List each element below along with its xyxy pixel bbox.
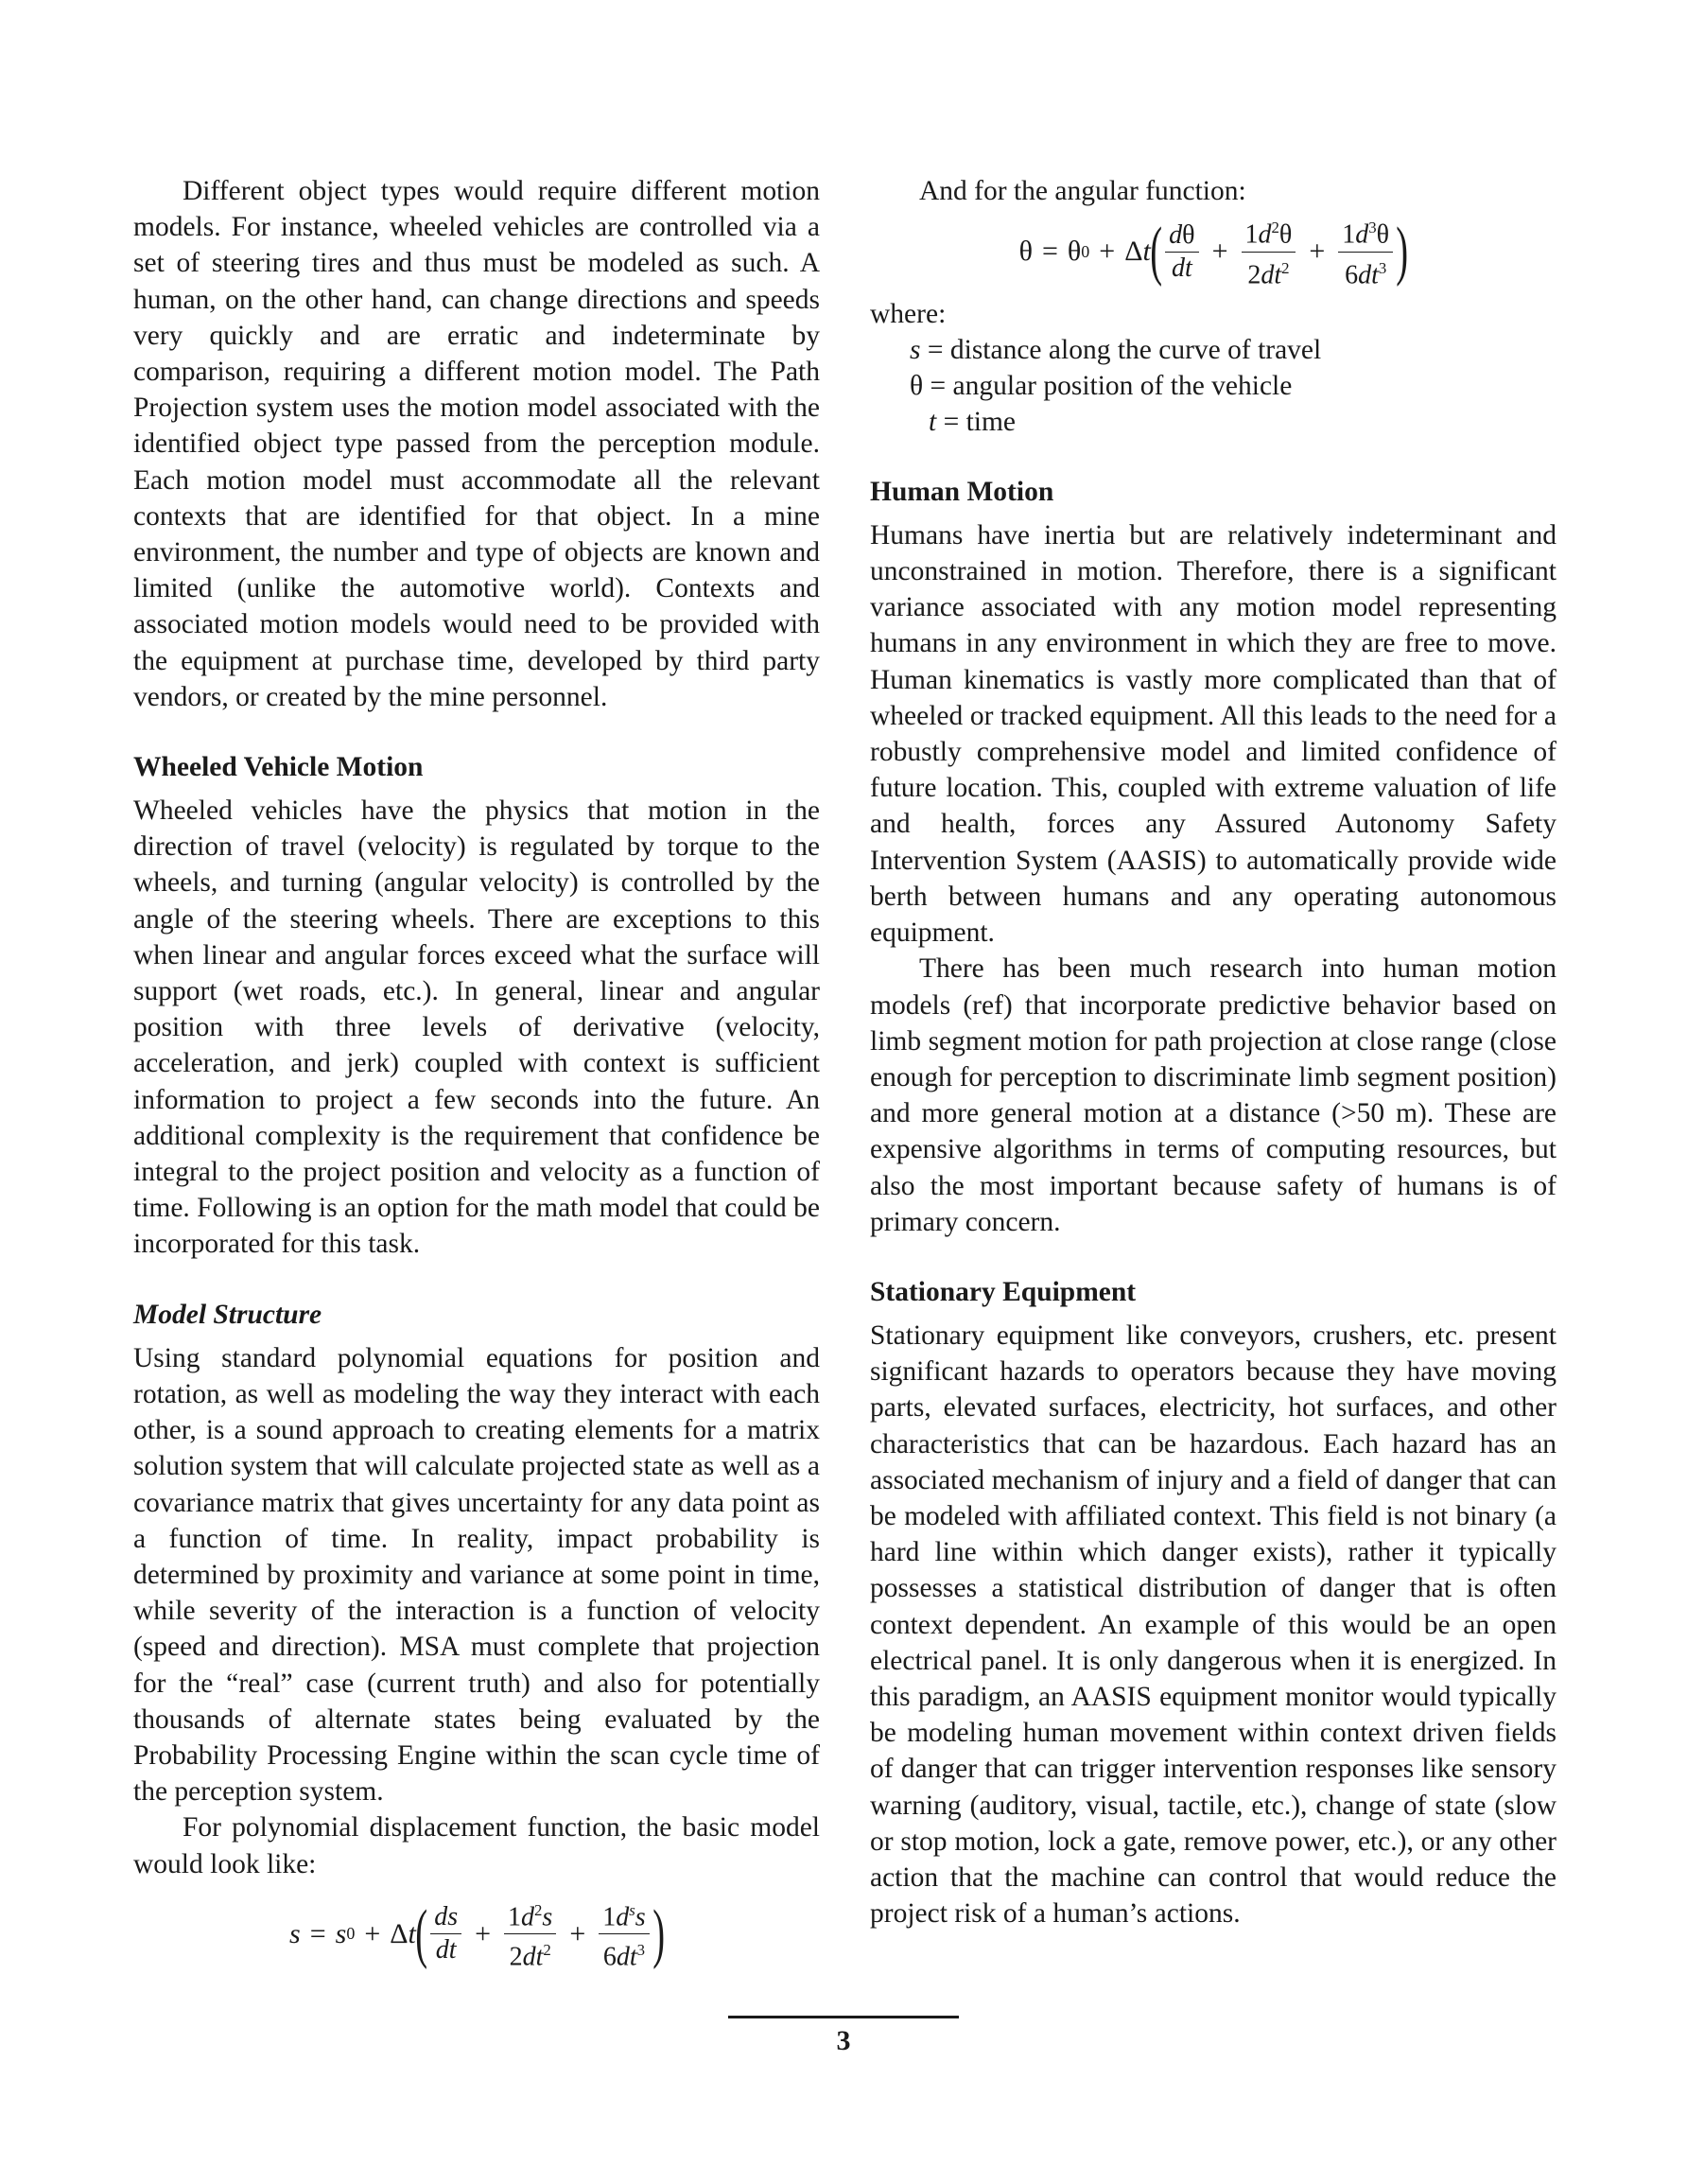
angular-intro: And for the angular function: bbox=[919, 176, 1246, 206]
definition-text: = distance along the curve of travel bbox=[920, 334, 1322, 365]
definition-symbol: θ bbox=[910, 370, 924, 401]
page-number: 3 bbox=[836, 2025, 851, 2056]
polynomial-intro-paragraph: For polynomial displacement function, the basic model would look like: bbox=[133, 1812, 820, 1879]
definition-symbol: t bbox=[929, 406, 937, 437]
left-column bbox=[133, 173, 820, 1978]
definition-t bbox=[929, 404, 1557, 440]
model-structure-paragraph: Using standard polynomial equations for position and rotation, as well as modeling the way they interact with each other, is a sound approach to creating elements for a matrix solution system that will calculate projected state as well as a covariance matrix that gives uncertainty for any data point as a function of time. In reality, impact probability is determined by proximity and variance at some point in time, while severity of the interaction is a function of velocity (speed and direction). MSA must complete that projection for the “real” case (current truth) and also for potentially thousands of alternate states being evaluated by the Probability Processing Engine within the scan cycle time of the perception system. bbox=[133, 1342, 820, 1808]
human-motion-heading: Human Motion bbox=[870, 476, 1054, 507]
where-label: where: bbox=[870, 298, 947, 329]
right-column bbox=[870, 173, 1557, 1931]
stationary-equipment-heading: Stationary Equipment bbox=[870, 1276, 1137, 1307]
wheeled-vehicle-paragraph: Wheeled vehicles have the physics that motion in the direction of travel (velocity) is regulated by torque to the wheels, and turning (angular velocity) is controlled by the angle of the steering wheels. There are exceptions to this when linear and angular forces exceed what the surface will support (wet roads, etc.). In general, linear and angular position with three levels of derivative (velocity, acceleration, and jerk) coupled with context is sufficient information to project a few seconds into the future. An additional complexity is the requirement that confidence be integral to the project position and velocity as a function of time. Following is an option for the math model that could be incorporated for this task. bbox=[133, 795, 820, 1260]
definition-text: = time bbox=[936, 406, 1017, 437]
definition-text: = angular position of the vehicle bbox=[923, 370, 1293, 401]
wheeled-vehicle-heading: Wheeled Vehicle Motion bbox=[133, 752, 424, 783]
displacement-equation: s = s 0 + Δ t ( $\frac{ds}{dt}$ + $\frac{1d^2s}{2dt^2}$ + $\frac{1d^ss}{6dt^3}$ ) bbox=[289, 1896, 665, 1972]
definition-theta bbox=[910, 368, 1557, 404]
angular-equation: θ = θ 0 + Δ t ( $\frac{d\theta}{dt}$ + $\frac{1d^2\theta}{2dt^2}$ + $\frac{1d^3\theta}{6dt^3}$ ) bbox=[1018, 215, 1409, 289]
definition-symbol: s bbox=[910, 334, 921, 365]
intro-paragraph: Different object types would require different motion models. For instance, wheeled vehicles are controlled via a set of steering tires and thus must be modeled as such. A human, on the other hand, can change directions and speeds very quickly and are erratic and indeterminate by comparison, requiring a different motion model. The Path Projection system uses the motion model associated with the identified object type passed from the perception module. Each motion model must accommodate all the relevant contexts that are identified for that object. In a mine environment, the number and type of objects are known and limited (unlike the automotive world). Contexts and associated motion models would need to be provided with the equipment at purchase time, developed by third party vendors, or created by the mine personnel. bbox=[133, 176, 820, 712]
human-motion-paragraph: Humans have inertia but are relatively indeterminant and unconstrained in motion. Therefore, there is a significant variance associated with any motion model representing humans in any environment in which they are free to move. Human kinematics is vastly more complicated than that of wheeled or tracked equipment. All this leads to the need for a robustly comprehensive model and limited confidence of future location. This, coupled with extreme valuation of life and health, forces any Assured Autonomy Safety Intervention System (AASIS) to automatically provide wide berth between humans and any operating autonomous equipment. bbox=[870, 519, 1557, 949]
model-structure-heading: Model Structure bbox=[133, 1299, 322, 1330]
human-research-paragraph: There has been much research into human motion models (ref) that incorporate predictive behavior based on limb segment motion for path projection at close range (close enough for perception to discriminate limb segment position) and more general motion at a distance (>50 m). These are expensive algorithms in terms of computing resources, but also the most important because safety of humans is of primary concern. bbox=[870, 953, 1557, 1237]
definition-s bbox=[910, 332, 1557, 368]
footer-rule bbox=[728, 2016, 959, 2018]
stationary-equipment-paragraph: Stationary equipment like conveyors, crushers, etc. present significant hazards to operators because they have moving parts, elevated surfaces, electricity, hot surfaces, and other characteristics that can be hazardous. Each hazard has an associated mechanism of injury and a field of danger that can be modeled with affiliated context. This field is not binary (a hard line within which danger exists), rather it typically possesses a statistical distribution of danger that is often context dependent. An example of this would be an open electrical panel. It is only dangerous when it is energized. In this paradigm, an AASIS equipment monitor would typically be modeling human movement within context driven fields of danger that can trigger intervention responses like sensory warning (auditory, visual, tactile, etc.), change of state (slow or stop motion, lock a gate, remove power, etc.), or any other action that the machine can control that would reduce the project risk of a human’s actions. bbox=[870, 1319, 1557, 1930]
